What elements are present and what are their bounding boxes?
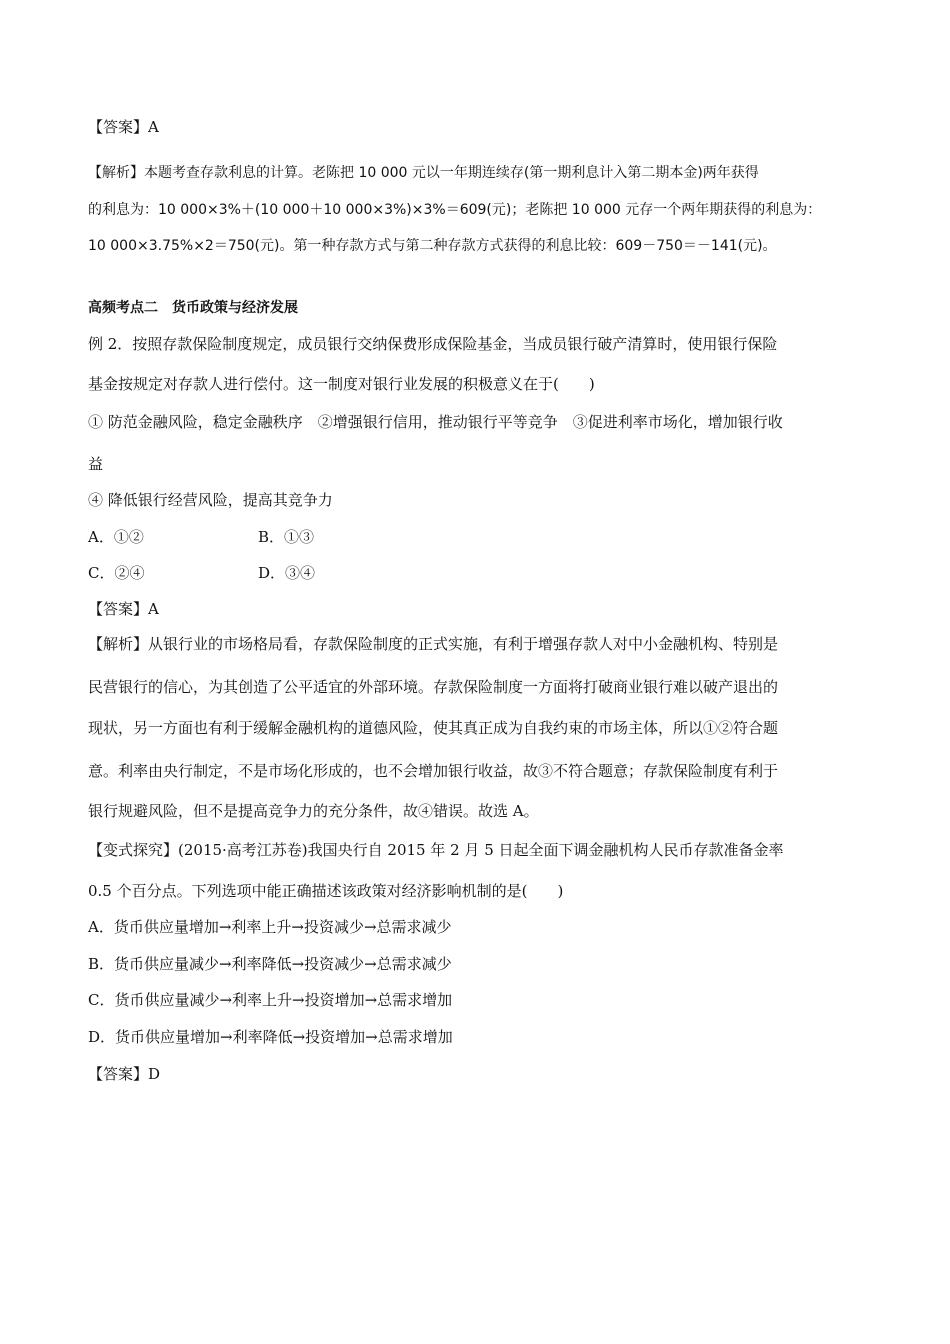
- analysis-1-line-1: 【解析】本题考查存款利息的计算。老陈把 10 000 元以一年期连续存(第一期利息计入第二期本金)两年获得: [88, 165, 759, 181]
- example-2-items-line-1-cont: 益: [88, 455, 104, 473]
- example-2-line-2: 基金按规定对存款人进行偿付。这一制度对银行业发展的积极意义在于( ): [88, 375, 595, 393]
- variant-option-a: A．货币供应量增加→利率上升→投资减少→总需求减少: [88, 918, 452, 936]
- analysis-2-line-3: 现状，另一方面也有利于缓解金融机构的道德风险，使其真正成为自我约束的市场主体，所以①②符合题: [88, 719, 779, 737]
- analysis-2-line-5: 银行规避风险，但不是提高竞争力的充分条件，故④错误。故选 A。: [88, 802, 539, 820]
- variant-option-b: B．货币供应量减少→利率降低→投资减少→总需求减少: [88, 955, 452, 973]
- answer-1: 【答案】A: [88, 118, 159, 136]
- analysis-2-line-1: 【解析】从银行业的市场格局看，存款保险制度的正式实施，有利于增强存款人对中小金融机构、特别是: [88, 635, 779, 653]
- option-d: D．③④: [258, 564, 316, 582]
- variant-line-1: 【变式探究】(2015·高考江苏卷)我国央行自 2015 年 2 月 5 日起全面下调金融机构人民币存款准备金率: [88, 841, 784, 859]
- variant-line-2: 0.5 个百分点。下列选项中能正确描述该政策对经济影响机制的是( ): [88, 882, 564, 900]
- analysis-2-line-4: 意。利率由央行制定，不是市场化形成的，也不会增加银行收益，故③不符合题意；存款保险制度有利于: [88, 762, 779, 780]
- section-heading: 高频考点二 货币政策与经济发展: [88, 300, 298, 316]
- example-2-items-line-2: ④ 降低银行经营风险，提高其竞争力: [88, 491, 333, 509]
- example-2-items-line-1: ① 防范金融风险，稳定金融秩序 ②增强银行信用，推动银行平等竞争 ③促进利率市场化，增加银行收: [88, 413, 783, 431]
- option-b: B．①③: [258, 528, 315, 546]
- analysis-1-line-3: 10 000×3.75%×2＝750(元)。第一种存款方式与第二种存款方式获得的利息比较：609－750＝－141(元)。: [88, 238, 777, 254]
- variant-option-d: D．货币供应量增加→利率降低→投资增加→总需求增加: [88, 1028, 453, 1046]
- analysis-1-line-2: 的利息为：10 000×3%＋(10 000＋10 000×3%)×3%＝609(元)；老陈把 10 000 元存一个两年期获得的利息为：: [88, 202, 822, 218]
- answer-3: 【答案】D: [88, 1065, 161, 1083]
- variant-option-c: C．货币供应量减少→利率上升→投资增加→总需求增加: [88, 991, 453, 1009]
- option-a: A．①②: [88, 528, 144, 546]
- example-2-line-1: 例 2．按照存款保险制度规定，成员银行交纳保费形成保险基金，当成员银行破产清算时，使用银行保险: [88, 335, 778, 353]
- example-2-options-row-1: [88, 527, 868, 547]
- analysis-2-line-2: 民营银行的信心，为其创造了公平适宜的外部环境。存款保险制度一方面将打破商业银行难以破产退出的: [88, 678, 779, 696]
- option-c: C．②④: [88, 564, 145, 582]
- example-2-options-row-2: [88, 563, 868, 583]
- answer-2: 【答案】A: [88, 600, 159, 618]
